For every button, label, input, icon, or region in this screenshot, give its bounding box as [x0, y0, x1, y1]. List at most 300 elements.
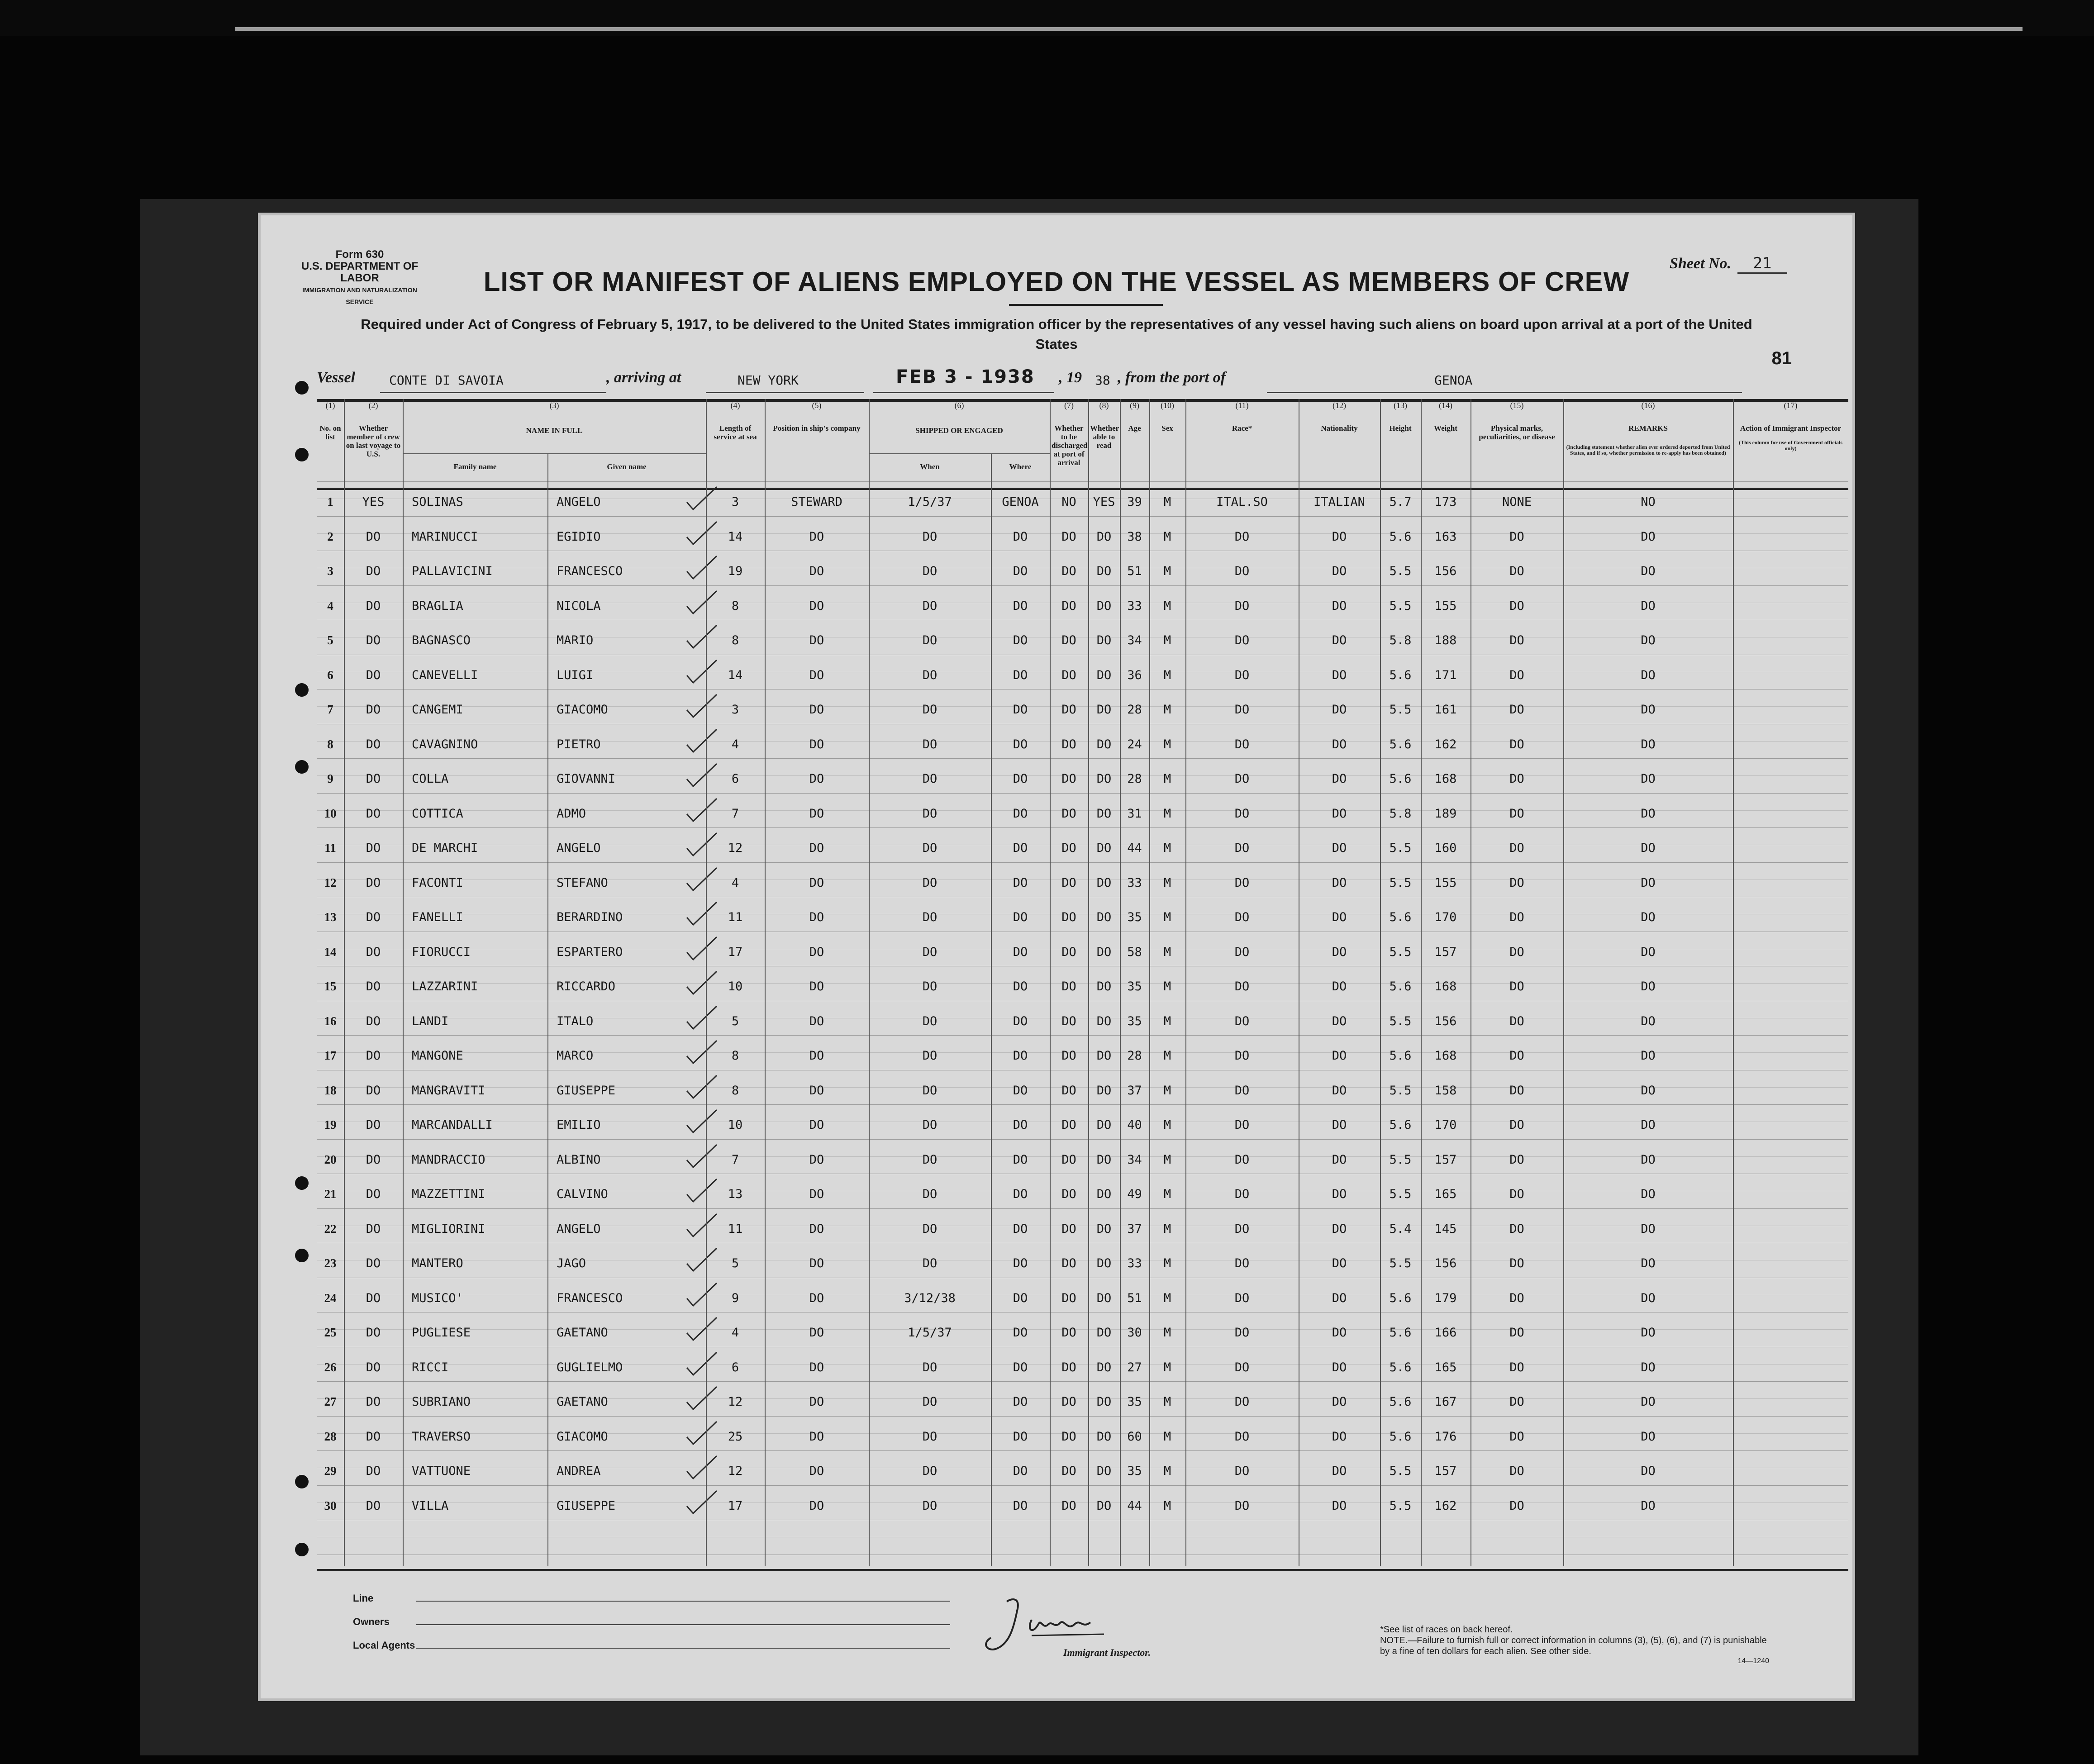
table-row [317, 1153, 1848, 1188]
cell-col-1: 23 [324, 1256, 337, 1270]
cell-col-15: 5.6 [1389, 1360, 1412, 1374]
cell-col-4: LUIGI [557, 668, 594, 682]
column-divider [547, 453, 548, 1566]
cell-col-10: DO [1096, 841, 1112, 855]
cell-col-8: DO [1013, 703, 1028, 717]
cell-col-2: DO [366, 806, 381, 821]
cell-col-6: STEWARD [791, 495, 842, 509]
table-row [317, 1222, 1848, 1257]
cell-col-2: DO [366, 703, 381, 717]
cell-col-6: DO [809, 564, 824, 578]
cell-col-10: DO [1096, 979, 1112, 994]
line-field [353, 1593, 415, 1616]
cell-col-3: VATTUONE [412, 1464, 471, 1478]
cell-col-13: DO [1234, 875, 1250, 890]
check-mark-icon [683, 1108, 719, 1135]
cell-col-7: DO [922, 529, 938, 544]
cell-col-10: DO [1096, 806, 1112, 821]
cell-col-18: DO [1641, 1360, 1656, 1374]
department-line: U.S. DEPARTMENT OF LABOR [301, 260, 419, 284]
cell-col-3: VILLA [412, 1498, 449, 1513]
cell-col-12: M [1163, 806, 1171, 821]
cell-col-12: M [1163, 1360, 1171, 1374]
cell-col-8: DO [1013, 668, 1028, 682]
cell-col-15: 5.5 [1389, 703, 1412, 717]
cell-col-17: DO [1509, 529, 1524, 544]
cell-col-11: 38 [1127, 529, 1142, 544]
cell-col-10: DO [1096, 1256, 1112, 1270]
cell-col-4: JAGO [557, 1256, 586, 1270]
cell-col-6: DO [809, 633, 824, 647]
cell-col-14: DO [1332, 1083, 1347, 1098]
cell-col-7: DO [922, 1083, 938, 1098]
column-header: Age [1128, 424, 1141, 433]
cell-col-8: DO [1013, 1256, 1028, 1270]
cell-col-7: DO [922, 1222, 938, 1236]
cell-col-4: GUGLIELMO [557, 1360, 623, 1374]
punch-hole [295, 1543, 309, 1556]
cell-col-7: DO [922, 1256, 938, 1270]
cell-col-16: 179 [1434, 1291, 1457, 1305]
column-header: SHIPPED OR ENGAGED [915, 426, 1003, 435]
cell-col-10: DO [1096, 1049, 1112, 1063]
cell-col-14: DO [1332, 1291, 1347, 1305]
cell-col-15: 5.6 [1389, 1395, 1412, 1409]
check-mark-icon [683, 1039, 719, 1066]
cell-col-10: DO [1096, 1291, 1112, 1305]
cell-col-14: DO [1332, 1152, 1347, 1167]
cell-col-6: DO [809, 1291, 824, 1305]
cell-col-16: 157 [1434, 1152, 1457, 1167]
check-mark-icon [683, 1385, 719, 1412]
cell-col-2: DO [366, 1498, 381, 1513]
cell-col-13: DO [1234, 633, 1250, 647]
check-mark-icon [683, 485, 719, 512]
cell-col-14: DO [1332, 979, 1347, 994]
cell-col-10: DO [1096, 703, 1112, 717]
cell-col-18: DO [1641, 772, 1656, 786]
cell-col-3: MARCANDALLI [412, 1118, 493, 1132]
cell-col-8: DO [1013, 1118, 1028, 1132]
cell-col-2: YES [362, 495, 385, 509]
cell-col-18: DO [1641, 1187, 1656, 1201]
cell-col-6: DO [809, 1498, 824, 1513]
cell-col-2: DO [366, 979, 381, 994]
cell-col-9: DO [1061, 1256, 1076, 1270]
cell-col-10: DO [1096, 1326, 1112, 1340]
cell-col-7: DO [922, 737, 938, 751]
cell-col-14: DO [1332, 668, 1347, 682]
cell-col-9: DO [1061, 599, 1076, 613]
cell-col-12: M [1163, 1222, 1171, 1236]
column-divider [1050, 399, 1051, 1566]
check-mark-icon [683, 831, 719, 858]
cell-col-18: NO [1641, 495, 1656, 509]
cell-col-7: DO [922, 1152, 938, 1167]
column-header: Whether to be discharged at port of arrival [1052, 424, 1088, 467]
cell-col-1: 25 [324, 1326, 337, 1339]
cell-col-7: DO [922, 806, 938, 821]
cell-col-14: DO [1332, 599, 1347, 613]
cell-col-18: DO [1641, 1222, 1656, 1236]
cell-col-7: DO [922, 1498, 938, 1513]
cell-col-6: DO [809, 1256, 824, 1270]
cell-col-14: DO [1332, 737, 1347, 751]
cell-col-6: DO [809, 1118, 824, 1132]
cell-col-9: DO [1061, 1395, 1076, 1409]
cell-col-11: 51 [1127, 564, 1142, 578]
cell-col-13: DO [1234, 668, 1250, 682]
cell-col-16: 189 [1434, 806, 1457, 821]
cell-col-16: 166 [1434, 1326, 1457, 1340]
cell-col-10: DO [1096, 1014, 1112, 1028]
cell-col-10: DO [1096, 633, 1112, 647]
cell-col-16: 162 [1434, 737, 1457, 751]
cell-col-5: 13 [728, 1187, 743, 1201]
cell-col-13: DO [1234, 1118, 1250, 1132]
cell-col-15: 5.4 [1389, 1222, 1412, 1236]
cell-col-2: DO [366, 1360, 381, 1374]
sheet-label: Sheet No. [1670, 255, 1731, 272]
cell-col-12: M [1163, 945, 1171, 959]
cell-col-2: DO [366, 529, 381, 544]
cell-col-2: DO [366, 633, 381, 647]
check-mark-icon [683, 935, 719, 962]
cell-col-11: 35 [1127, 910, 1142, 924]
table-row [317, 530, 1848, 565]
column-header: Position in ship's company [773, 424, 861, 433]
arriving-label: , arriving at [606, 369, 681, 386]
cell-col-2: DO [366, 1326, 381, 1340]
cell-col-18: DO [1641, 1498, 1656, 1513]
check-mark-icon [683, 1143, 719, 1170]
cell-col-8: DO [1013, 564, 1028, 578]
cell-col-5: 11 [728, 1222, 743, 1236]
cell-col-14: DO [1332, 529, 1347, 544]
cell-col-2: DO [366, 1187, 381, 1201]
cell-col-17: DO [1509, 1152, 1524, 1167]
check-mark-icon [683, 1350, 719, 1378]
column-number: (7) [1064, 401, 1074, 410]
cell-col-17: DO [1509, 1014, 1524, 1028]
cell-col-5: 14 [728, 529, 743, 544]
cell-col-12: M [1163, 1152, 1171, 1167]
cell-col-11: 39 [1127, 495, 1142, 509]
table-row [317, 876, 1848, 911]
table-row [317, 737, 1848, 772]
cell-col-17: DO [1509, 806, 1524, 821]
cell-col-6: DO [809, 1429, 824, 1444]
cell-col-14: DO [1332, 841, 1347, 855]
cell-col-16: 168 [1434, 772, 1457, 786]
cell-col-2: DO [366, 599, 381, 613]
cell-col-3: TRAVERSO [412, 1429, 471, 1444]
cell-col-12: M [1163, 633, 1171, 647]
cell-col-1: 19 [324, 1118, 337, 1132]
cell-col-3: LAZZARINI [412, 979, 478, 994]
cell-col-9: DO [1061, 633, 1076, 647]
cell-col-6: DO [809, 1014, 824, 1028]
cell-col-18: DO [1641, 875, 1656, 890]
cell-col-13: DO [1234, 945, 1250, 959]
cell-col-5: 17 [728, 1498, 743, 1513]
cell-col-10: DO [1096, 1429, 1112, 1444]
cell-col-2: DO [366, 1291, 381, 1305]
cell-col-18: DO [1641, 1014, 1656, 1028]
column-number: (10) [1161, 401, 1174, 410]
cell-col-4: ADMO [557, 806, 586, 821]
cell-col-13: DO [1234, 737, 1250, 751]
cell-col-14: DO [1332, 1256, 1347, 1270]
cell-col-11: 30 [1127, 1326, 1142, 1340]
cell-col-11: 24 [1127, 737, 1142, 751]
cell-col-7: DO [922, 564, 938, 578]
cell-col-15: 5.5 [1389, 564, 1412, 578]
check-mark-icon [683, 762, 719, 789]
table-row [317, 1291, 1848, 1326]
cell-col-14: DO [1332, 1395, 1347, 1409]
cell-col-5: 10 [728, 979, 743, 994]
cell-col-14: DO [1332, 564, 1347, 578]
cell-col-4: MARCO [557, 1049, 594, 1063]
cell-col-4: GAETANO [557, 1326, 608, 1340]
cell-col-18: DO [1641, 703, 1656, 717]
cell-col-4: GAETANO [557, 1395, 608, 1409]
check-mark-icon [683, 658, 719, 685]
cell-col-4: GIOVANNI [557, 772, 616, 786]
cell-col-16: 145 [1434, 1222, 1457, 1236]
cell-col-17: DO [1509, 1429, 1524, 1444]
table-row [317, 668, 1848, 703]
cell-col-1: 15 [324, 979, 337, 993]
cell-col-8: DO [1013, 1152, 1028, 1167]
cell-col-12: M [1163, 495, 1171, 509]
cell-col-7: DO [922, 979, 938, 994]
cell-col-18: DO [1641, 633, 1656, 647]
cell-col-11: 36 [1127, 668, 1142, 682]
cell-col-4: ITALO [557, 1014, 594, 1028]
cell-col-6: DO [809, 1326, 824, 1340]
cell-col-5: 10 [728, 1118, 743, 1132]
column-divider [344, 399, 345, 1566]
cell-col-15: 5.8 [1389, 633, 1412, 647]
punch-hole [295, 448, 309, 461]
cell-col-5: 3 [731, 703, 739, 717]
cell-col-18: DO [1641, 910, 1656, 924]
cell-col-16: 165 [1434, 1187, 1457, 1201]
check-mark-icon [683, 623, 719, 651]
cell-col-17: DO [1509, 875, 1524, 890]
cell-col-1: 26 [324, 1360, 337, 1374]
check-mark-icon [683, 1454, 719, 1481]
cell-col-14: ITALIAN [1314, 495, 1365, 509]
cell-col-8: DO [1013, 841, 1028, 855]
scan-artifact-line [235, 27, 2023, 31]
cell-col-6: DO [809, 1395, 824, 1409]
column-divider [1088, 399, 1089, 1566]
cell-col-8: GENOA [1002, 495, 1039, 509]
cell-col-11: 49 [1127, 1187, 1142, 1201]
cell-col-16: 163 [1434, 529, 1457, 544]
cell-col-14: DO [1332, 910, 1347, 924]
column-number: (17) [1784, 401, 1798, 410]
cell-col-16: 156 [1434, 564, 1457, 578]
cell-col-6: DO [809, 1152, 824, 1167]
cell-col-3: LANDI [412, 1014, 449, 1028]
cell-col-3: DE MARCHI [412, 841, 478, 855]
cell-col-11: 60 [1127, 1429, 1142, 1444]
column-divider [706, 399, 707, 1566]
table-row [317, 1014, 1848, 1049]
cell-col-3: MANGONE [412, 1049, 463, 1063]
cell-col-13: DO [1234, 1464, 1250, 1478]
cell-col-11: 35 [1127, 979, 1142, 994]
cell-col-16: 167 [1434, 1395, 1457, 1409]
cell-col-11: 33 [1127, 599, 1142, 613]
cell-col-4: STEFANO [557, 875, 608, 890]
cell-col-13: DO [1234, 806, 1250, 821]
column-header: Race* [1232, 424, 1252, 433]
cell-col-11: 34 [1127, 1152, 1142, 1167]
cell-col-9: DO [1061, 1049, 1076, 1063]
cell-col-15: 5.5 [1389, 1014, 1412, 1028]
cell-col-11: 27 [1127, 1360, 1142, 1374]
table-row [317, 1084, 1848, 1118]
check-mark-icon [683, 970, 719, 997]
column-divider [1733, 399, 1734, 1566]
cell-col-12: M [1163, 1498, 1171, 1513]
cell-col-6: DO [809, 1222, 824, 1236]
cell-col-12: M [1163, 703, 1171, 717]
cell-col-17: DO [1509, 564, 1524, 578]
cell-col-12: M [1163, 979, 1171, 994]
cell-col-3: MANTERO [412, 1256, 463, 1270]
cell-col-3: BAGNASCO [412, 633, 471, 647]
table-row [317, 564, 1848, 599]
table-row [317, 1256, 1848, 1291]
cell-col-2: DO [366, 1083, 381, 1098]
cell-col-10: DO [1096, 1152, 1112, 1167]
cell-col-6: DO [809, 841, 824, 855]
cell-col-13: ITAL.SO [1216, 495, 1268, 509]
cell-col-11: 35 [1127, 1014, 1142, 1028]
cell-col-14: DO [1332, 1014, 1347, 1028]
cell-col-7: DO [922, 1464, 938, 1478]
cell-col-15: 5.6 [1389, 1429, 1412, 1444]
cell-col-18: DO [1641, 1291, 1656, 1305]
cell-col-4: RICCARDO [557, 979, 616, 994]
cell-col-4: ANGELO [557, 495, 601, 509]
cell-col-8: DO [1013, 1222, 1028, 1236]
cell-col-6: DO [809, 737, 824, 751]
cell-col-4: BERARDINO [557, 910, 623, 924]
cell-col-1: 18 [324, 1083, 337, 1097]
inspector-label: Immigrant Inspector. [1063, 1647, 1151, 1658]
cell-col-4: EGIDIO [557, 529, 601, 544]
cell-col-9: DO [1061, 1222, 1076, 1236]
cell-col-14: DO [1332, 1326, 1347, 1340]
cell-col-2: DO [366, 910, 381, 924]
cell-col-4: CALVINO [557, 1187, 608, 1201]
cell-col-4: PIETRO [557, 737, 601, 751]
cell-col-18: DO [1641, 1464, 1656, 1478]
column-divider [765, 399, 766, 1566]
cell-col-16: 161 [1434, 703, 1457, 717]
cell-col-10: DO [1096, 564, 1112, 578]
cell-col-12: M [1163, 875, 1171, 890]
cell-col-2: DO [366, 1222, 381, 1236]
table-row [317, 1499, 1848, 1534]
cell-col-2: DO [366, 1429, 381, 1444]
cell-col-1: 12 [324, 875, 337, 889]
cell-col-18: DO [1641, 1049, 1656, 1063]
cell-col-15: 5.6 [1389, 1326, 1412, 1340]
cell-col-14: DO [1332, 875, 1347, 890]
cell-col-3: RICCI [412, 1360, 449, 1374]
cell-col-13: DO [1234, 1395, 1250, 1409]
header-sub-rule [403, 453, 706, 454]
table-row [317, 945, 1848, 980]
cell-col-11: 31 [1127, 806, 1142, 821]
column-number: (13) [1394, 401, 1407, 410]
cell-col-9: DO [1061, 737, 1076, 751]
table-row [317, 841, 1848, 876]
cell-col-6: DO [809, 875, 824, 890]
cell-col-15: 5.6 [1389, 737, 1412, 751]
cell-col-15: 5.5 [1389, 875, 1412, 890]
line-label: Line [353, 1593, 374, 1604]
cell-col-13: DO [1234, 564, 1250, 578]
cell-col-4: GIACOMO [557, 1429, 608, 1444]
cell-col-5: 5 [731, 1014, 739, 1028]
column-number: (9) [1130, 401, 1139, 410]
cell-col-11: 35 [1127, 1464, 1142, 1478]
punch-hole [295, 1176, 309, 1190]
cell-col-12: M [1163, 910, 1171, 924]
punch-hole [295, 1475, 309, 1488]
cell-col-9: DO [1061, 564, 1076, 578]
subheader-when: When [920, 462, 940, 471]
cell-col-1: 11 [324, 841, 336, 855]
race-note: *See list of races on back hereof. [1380, 1625, 1513, 1635]
cell-col-14: DO [1332, 1464, 1347, 1478]
cell-col-4: ALBINO [557, 1152, 601, 1167]
cell-col-17: DO [1509, 1083, 1524, 1098]
cell-col-13: DO [1234, 1429, 1250, 1444]
cell-col-17: DO [1509, 1049, 1524, 1063]
cell-col-10: DO [1096, 945, 1112, 959]
column-number: (5) [812, 401, 822, 410]
cell-col-17: DO [1509, 737, 1524, 751]
cell-col-12: M [1163, 1395, 1171, 1409]
cell-col-17: DO [1509, 945, 1524, 959]
fill-line [380, 392, 606, 393]
cell-col-8: DO [1013, 945, 1028, 959]
table-row [317, 1360, 1848, 1395]
cell-col-13: DO [1234, 1083, 1250, 1098]
cell-col-3: MAZZETTINI [412, 1187, 485, 1201]
cell-col-10: DO [1096, 1395, 1112, 1409]
column-divider [869, 399, 870, 1566]
cell-col-10: DO [1096, 1498, 1112, 1513]
column-header: Whether member of crew on last voyage to U.S. [346, 424, 401, 458]
check-mark-icon [683, 589, 719, 616]
cell-col-8: DO [1013, 772, 1028, 786]
cell-col-11: 37 [1127, 1083, 1142, 1098]
column-divider [1149, 399, 1150, 1566]
cell-col-15: 5.7 [1389, 495, 1412, 509]
footer-fields [353, 1593, 415, 1663]
